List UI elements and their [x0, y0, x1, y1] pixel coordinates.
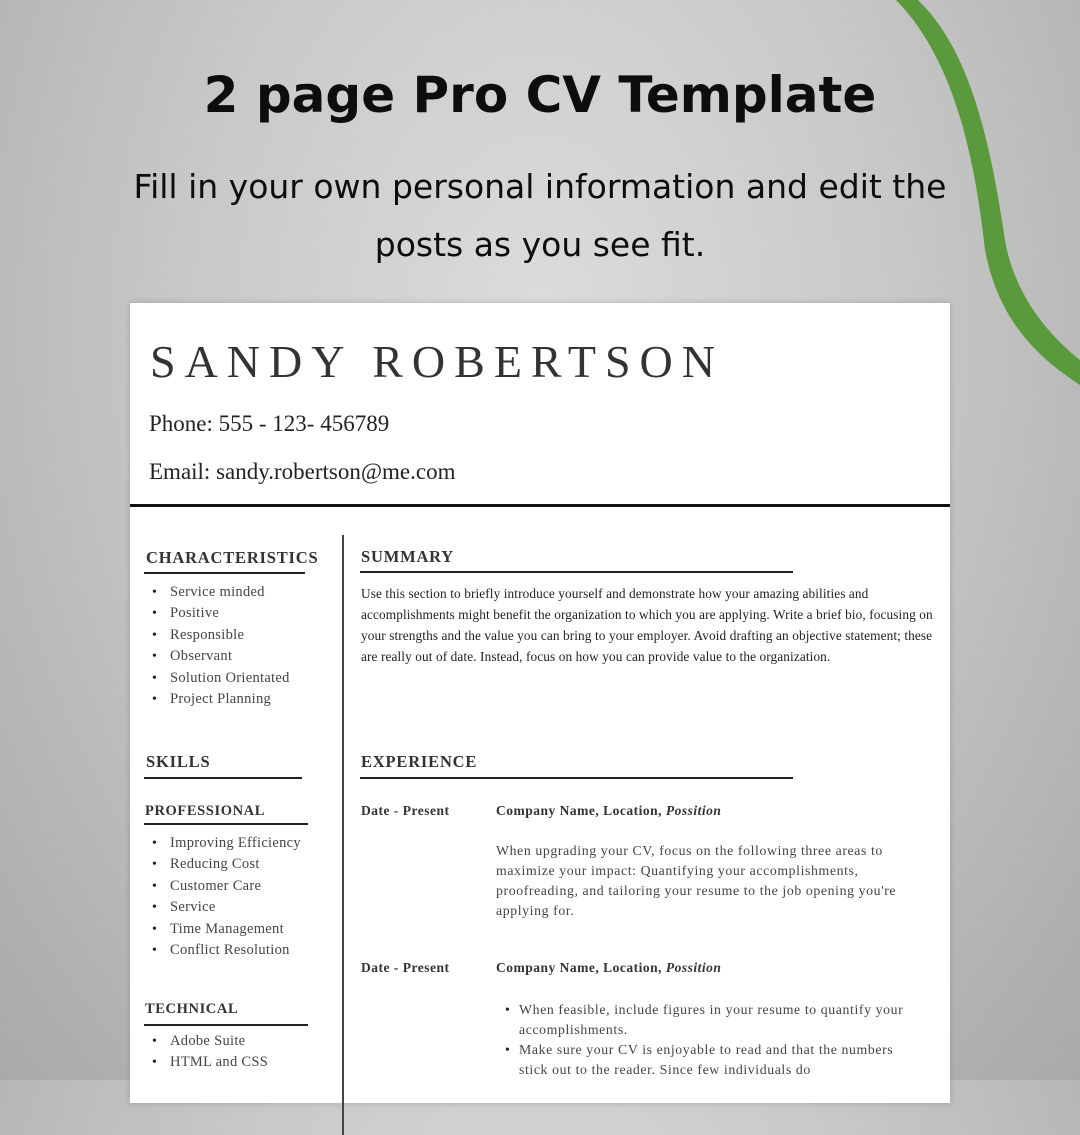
technical-title: TECHNICAL — [145, 1001, 239, 1017]
professional-title: PROFESSIONAL — [145, 803, 265, 819]
experience-company: Company Name, Location, Possition — [496, 803, 722, 818]
list-item: • Positive — [146, 603, 290, 624]
list-item: • Customer Care — [146, 876, 301, 897]
list-item: • HTML and CSS — [146, 1052, 268, 1073]
professional-underline — [144, 823, 308, 825]
experience-position: Possition — [665, 803, 722, 818]
column-divider — [342, 535, 344, 1135]
experience-position: Possition — [665, 960, 722, 975]
subline: Fill in your own personal information and edit the posts as you see fit. — [133, 167, 947, 264]
experience-company: Company Name, Location, Possition — [496, 960, 722, 975]
list-item: • Observant — [146, 646, 290, 667]
list-item: • Adobe Suite — [146, 1031, 268, 1052]
list-item: • Service — [146, 897, 301, 918]
skills-title: SKILLS — [146, 752, 211, 771]
experience-underline — [360, 777, 793, 779]
list-item: • Project Planning — [146, 689, 290, 710]
list-item: • Time Management — [146, 919, 301, 940]
list-item: • Make sure your CV is enjoyable to read and that the numbers stick out to the reader. Since few individuals do — [496, 1040, 916, 1079]
summary-underline — [360, 571, 793, 573]
headline: 2 page Pro CV Template — [203, 66, 877, 124]
technical-underline — [144, 1024, 308, 1026]
technical-skills-list — [146, 1031, 268, 1074]
list-item: • Reducing Cost — [146, 854, 301, 875]
skills-underline — [144, 777, 302, 779]
list-item: • Solution Orientated — [146, 668, 290, 689]
experience-date: Date - Present — [361, 960, 450, 975]
list-item: • When feasible, include figures in your resume to quantify your accomplishments. — [496, 1000, 916, 1039]
characteristics-underline — [144, 572, 305, 574]
list-item: • Responsible — [146, 625, 290, 646]
characteristics-list — [146, 582, 290, 710]
experience-date: Date - Present — [361, 803, 450, 818]
cv-page — [130, 303, 950, 1103]
experience-description: When upgrading your CV, focus on the following three areas to maximize your impact: Quantifying your accomplishments, proofreading, and tailoring your resume to the job opening you're applying for. — [496, 843, 897, 918]
professional-skills-list — [146, 833, 301, 961]
list-item: • Improving Efficiency — [146, 833, 301, 854]
characteristics-title: CHARACTERISTICS — [146, 548, 319, 567]
list-item: • Service minded — [146, 582, 290, 603]
summary-title: SUMMARY — [361, 547, 455, 566]
summary-text: Use this section to briefly introduce yourself and demonstrate how your amazing abilities and accomplishments might benefit the organization to which you are applying. Write a brief bio, focusing on your strengths and the value you can bring to your employer. Avoid drafting an objective statement; these are really out of date. Instead, focus on how you can provide value to the organization. — [361, 586, 933, 664]
list-item: • Conflict Resolution — [146, 940, 301, 961]
cv-phone: Phone: 555 - 123- 456789 — [149, 411, 390, 436]
cv-email: Email: sandy.robertson@me.com — [149, 459, 456, 484]
cv-name: SANDY ROBERTSON — [150, 336, 724, 387]
header-divider — [130, 504, 950, 507]
experience-title: EXPERIENCE — [361, 752, 478, 771]
experience-bullets — [496, 1000, 916, 1080]
